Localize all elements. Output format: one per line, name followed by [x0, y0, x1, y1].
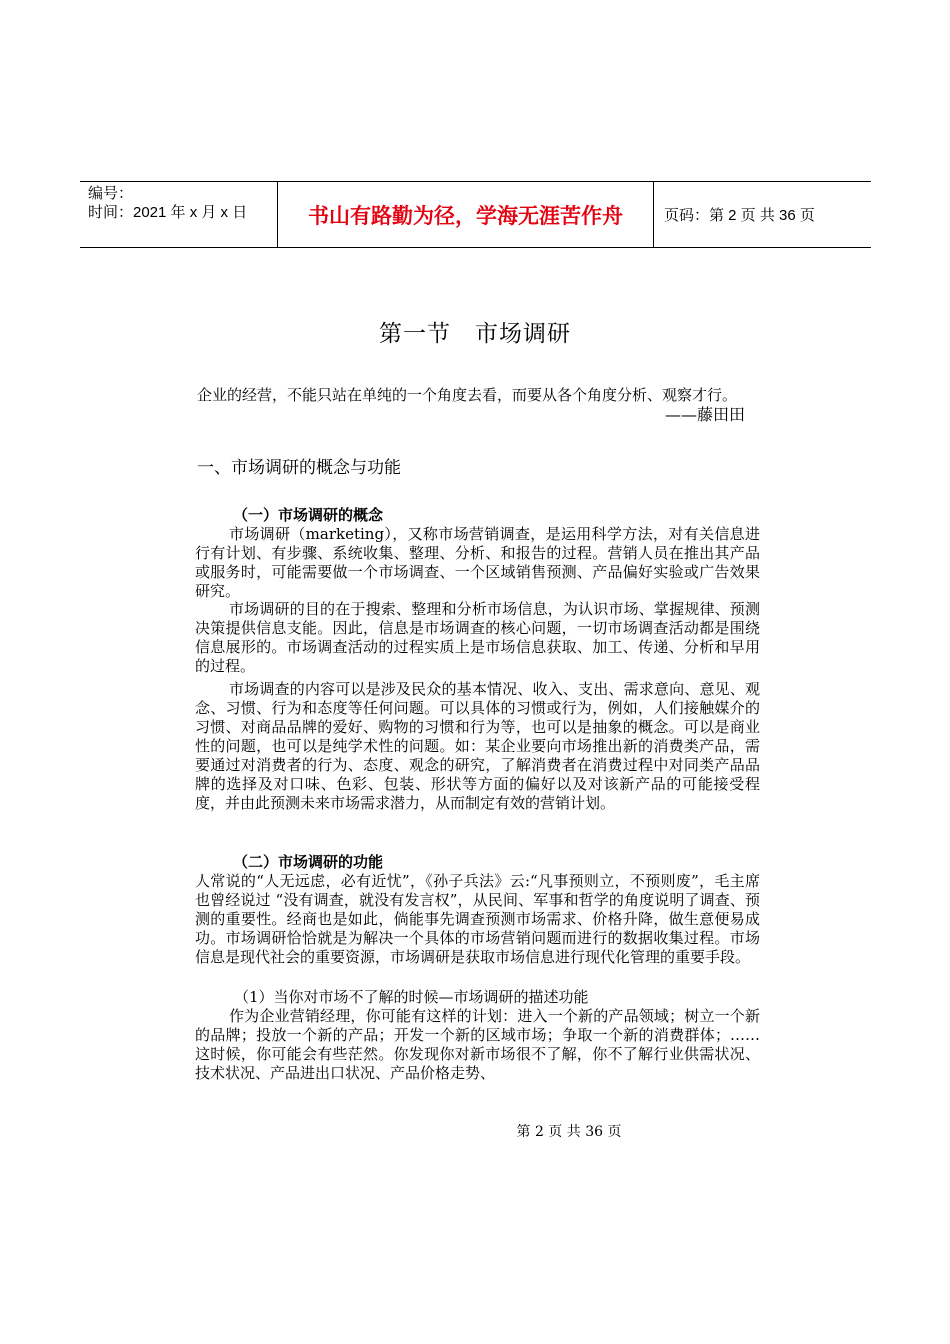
page-footer: 第 2 页 共 36 页: [516, 1124, 622, 1140]
paragraph-importance: 人常说的“人无远虑，必有近忧”，《孙子兵法》云:“凡事预则立，不预则废”，毛主席也曾经说过 “没有调查，就没有发言权”，从民间、军事和哲学的角度说明了调查、预测的重要性。经商也是如此，倘能事先调查预测市场需求、价格升降，做生意便易成功。市场调研恰恰就是为解决一个具体的市场营销问题而进行的数据收集过程。市场信息是现代社会的重要资源，市场调研是获取市场信息进行现代化管理的重要手段。: [195, 872, 760, 966]
header-page-cell: [654, 182, 871, 247]
paragraph-content: 市场调查的内容可以是涉及民众的基本情况、收入、支出、需求意向、意见、观念、习惯、行为和态度等任何问题。可以具体的习惯或行为，例如，人们接触媒介的习惯、对商品品牌的爱好、购物的习惯和行为等，也可以是抽象的概念。可以是商业性的问题，也可以是纯学术性的问题。如：某企业要向市场推出新的消费类产品，需要通过对消费者的行为、态度、观念的研究，了解消费者在消费过程中对同类产品品牌的选择及对口味、色彩、包装、形状等方面的偏好以及对该新产品的可能接受程度，并由此预测未来市场需求潜力，从而制定有效的营销计划。: [195, 680, 760, 812]
paragraph-definition: 市场调研（marketing），又称市场营销调查，是运用科学方法，对有关信息进行有计划、有步骤、系统收集、整理、分析、和报告的过程。营销人员在推出其产品或服务时，可能需要做一个市场调查、一个区域销售预测、产品偏好实验或广告效果研究。: [195, 525, 760, 600]
item-describe-function: （1）当你对市场不了解的时候—市场调研的描述功能: [234, 988, 589, 1006]
heading-concept-function: 一、市场调研的概念与功能: [197, 458, 401, 478]
section-title: 第一节 市场调研: [379, 321, 571, 347]
subheading-concept: （一）市场调研的概念: [233, 507, 384, 524]
motto-text: 书山有路勤为径，学海无涯苦作舟: [308, 205, 623, 228]
date-text: 时间：2021 年 x 月 x 日: [88, 204, 248, 221]
subheading-function: （二）市场调研的功能: [233, 854, 384, 871]
header-meta-cell: [80, 182, 278, 247]
paragraph-manager: 作为企业营销经理，你可能有这样的计划：进入一个新的产品领域；树立一个新的品牌；投放一个新的产品；开发一个新的区域市场；争取一个新的消费群体；……这时候，你可能会有些茫然。你发现你对新市场很不了解，你不了解行业供需状况、技术状况、产品进出口状况、产品价格走势、: [195, 1007, 760, 1082]
paragraph-purpose: 市场调研的目的在于搜索、整理和分析市场信息，为认识市场、掌握规律、预测决策提供信息支能。因此，信息是市场调查的核心问题，一切市场调查活动都是围绕信息展形的。市场调查活动的过程实质上是市场信息获取、加工、传递、分析和早用的过程。: [195, 600, 760, 675]
epigraph: 企业的经营，不能只站在单纯的一个角度去看，而要从各个角度分析、观察才行。: [197, 386, 738, 404]
header-table: [80, 181, 871, 248]
header-motto-cell: [278, 182, 654, 247]
epigraph-author: ——藤田田: [665, 405, 746, 424]
serial-label: 编号：: [88, 185, 134, 202]
page-info: 页码：第 2 页 共 36 页: [664, 207, 815, 224]
